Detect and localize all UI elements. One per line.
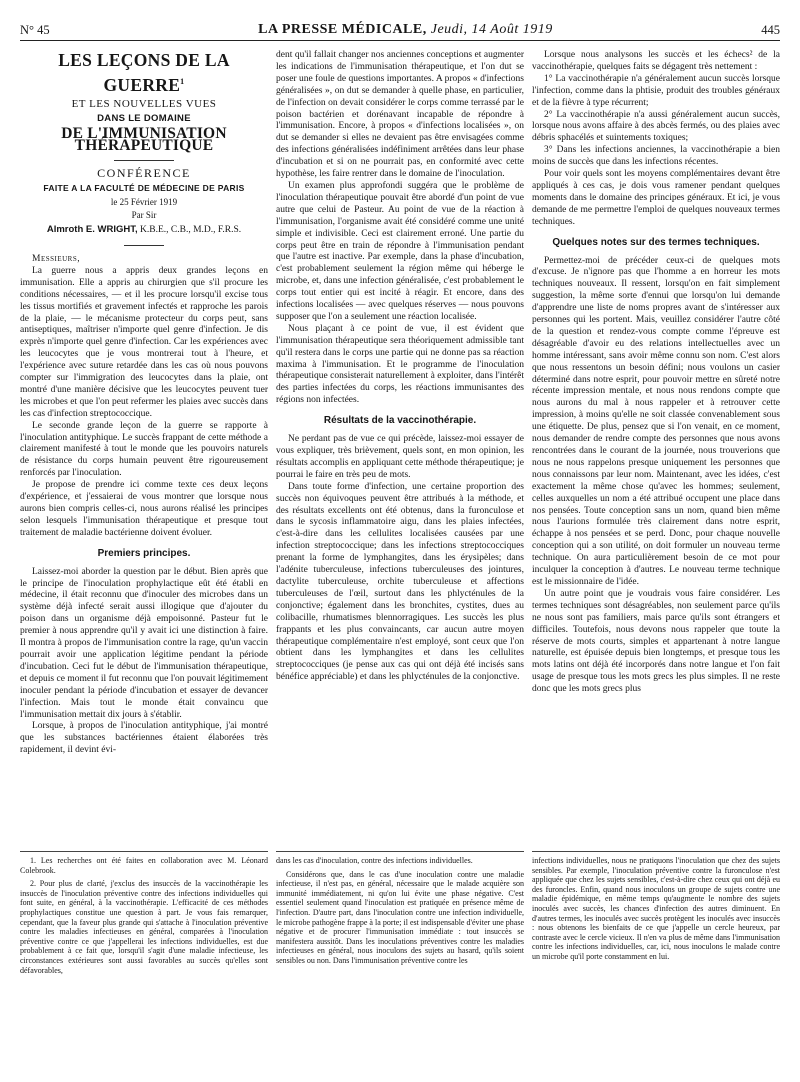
footnote-rule bbox=[20, 851, 268, 852]
footnote: Considérons que, dans le cas d'une inoculation contre une maladie infectieuse, il n'est pas, en général, nécessaire que le malade acquière son immunité immédiatement, ni qu'on lui évite une phase négative. C'est essentiel seulement quand l'inoculation est pratiquée en présence même de l'infection. D'autre part, dans l'inoculation contre une infection individuelle, le microbe pathogène frappe à la porte; il est indispensable d'éviter une phase négative et de procurer l'immunisation immédiate : tout insuccès se manifestera aussitôt. Dans les inoculations préventives contre les maladies infectieuses en général, nous inoculons des sujets au hasard, qu'ils soient sensibles ou non. Dans l'immunisation préventive contre les bbox=[276, 869, 524, 965]
title-divider-2 bbox=[124, 245, 164, 246]
issue-date: Jeudi, 14 Août 1919 bbox=[430, 22, 553, 37]
journal-name: LA PRESSE MÉDICALE, bbox=[258, 22, 427, 37]
paragraph: dent qu'il fallait changer nos anciennes conceptions et augmenter les indications de l'immunisation thérapeutique, et l'on dut se poser une foule de questions importantes. A propos « d'infections généralisées », on dut se demander à quelle phase, en particulier, de l'infection on devait considérer le corps comme terrassé par le poison bactérien et dorénavant incapable de répondre à l'immunisation. Encore, à propos « d'infections localisées », on dut se demander si elles ne devaient pas être envisagées comme des infections généralisées indéfiniment arrêtées dans leur phase d'incubation et si on ne pourrait pas, en conformité avec cette hypothèse, les faire rentrer dans le domaine de l'inoculation. bbox=[276, 50, 524, 180]
paragraph: Ne perdant pas de vue ce qui précède, laissez-moi essayer de vous expliquer, très brièvement, quels sont, en mon opinion, les résultats accomplis en appliquant cette méthode thérapeutique; je pourrai le faire en très peu de mots. bbox=[276, 434, 524, 480]
paragraph: Le seconde grande leçon de la guerre se rapporte à l'inoculation antityphique. Le succès frappant de cette méthode a clairement manifesté à tout le monde que les pouvoirs naturels de résistance du corps humain peuvent être rigoureusement renforcés par l'inoculation. bbox=[20, 420, 268, 479]
footnote: 1. Les recherches ont été faites en collaboration avec M. Léonard Colebrook. bbox=[20, 856, 268, 875]
footnote: infections individuelles, nous ne pratiquons l'inoculation que chez des sujets sensibles. Par exemple, l'inoculation préventive contre la furonculose n'est appliquée que chez les sujets sensibles, c'est-à-dire chez ceux qui ont déjà eu des furoncles. Enfin, quand nous inoculons un groupe de sujets contre une maladie épidémique, en même temps qu'augmente le nombre des sujets inoculés avec succès, les chances d'infection des autres diminuent. En d'autres termes, les inoculés avec succès protègent les inoculés avec insuccès : nous obtenons les bienfaits de ce que j'appelle un cercle heureux, par contraste avec le cercle vicieux. Il n'en va plus de même dans l'immunisation contre les infections individuelles, car, ici, nous inoculons le malade contre un microbe qu'il porte constamment en lui. bbox=[532, 856, 780, 961]
conference-date: le 25 Février 1919 bbox=[110, 197, 178, 208]
column-1 bbox=[20, 50, 268, 757]
paragraph: Laissez-moi aborder la question par le début. Bien après que le principe de l'inoculation prophylactique eût été établi en médecine, il était reconnu que d'inoculer des microbes dans un système déjà infecté serait aussi illogique que d'ajouter du poison dans un organisme déjà empoisonné. Pasteur fut le premier à nous apprendre qu'il y avait ici une distinction à faire. Il montra à propos de l'immunisation contre la rage, qu'un vaccin pourrait avoir une application légitime pendant la période d'incubation. Ceci fut le début de l'immunisation thérapeutique, et depuis ce moment il fut reconnu que l'on pouvait légitimement inoculer pendant la période d'incubation et essayer de devancer l'infection. Mais tout le monde était convaincu que l'immunisation mettait dix jours à s'établir. bbox=[20, 566, 268, 720]
page-number: 445 bbox=[761, 23, 780, 37]
section-heading: Quelques notes sur des termes techniques. bbox=[552, 236, 760, 248]
article-subtitle-2: DANS LE DOMAINE bbox=[97, 112, 191, 124]
title-divider bbox=[114, 160, 174, 161]
article-subtitle-1: ET LES NOUVELLES VUES bbox=[71, 97, 217, 110]
footnote: 2. Pour plus de clarté, j'exclus des insuccès de la vaccinothérapie les insuccès de l'inoculation préventive contre des infections individuelles qui font suite, en général, à la vaccinothérapie. L'efficacité de ces méthodes prophylactiques constitue une question à part. Je vous fais remarquer, cependant, que la faveur plus grande qui s'attache à l'inoculation préventive contre les maladies infectieuses en général, comparées à l'inoculation préventive contre ce que j'appellerai les infections individuelles, est due probablement à ce fait que, lorsqu'il s'agit d'une maladie infectieuse, les circonstances extérieures sont aussi favorables au succès qu'elles sont défavorables, bbox=[20, 879, 268, 975]
paragraph: Dans toute forme d'infection, une certaine proportion des succès non équivoques peuvent être attribués à la méthode, et des résultats excellents ont été obtenus, dans la furonculose et dans le sycosis inflammatoire aigu, dans les plaies infectées, c'est-à-dire dans les cellulites localisées causées par une infection streptococcique; dans les infections streptococciques prenant la forme de lymphangites, dans les érysipèles; dans l'adénite tuberculeuse, infections tuberculeuses des jointures, dactylite tuberculeuse, orchite tuberculeuse et affections tuberculeuses de l'œil, surtout dans les phlycténules de la conjonctive; également dans les bronchites, cystites, dues au colibacille, rhumatismes blennorragiques. Les succès les plus frappants et les plus convaincants, car aucun autre moyen thérapeutique complémentaire n'est employé, sont ceux que l'on obtient dans les lymphangites et dans les cellulites streptococciques (je pense aux cas qui ont déjà été incisés sans bénéfice appréciable) et dans les phlycténules de la conjonctive. bbox=[276, 481, 524, 683]
paragraph: Nous plaçant à ce point de vue, il est évident que l'immunisation thérapeutique sera théoriquement admissible tant qu'il restera dans le corps une partie qui ne donne pas sa réaction maxima à l'immunisation. Et le programme de l'inoculation thérapeutique consisterait naturellement à exploiter, dans l'intérêt des parties infectées du corps, les réactions immunisantes des régions non infectées. bbox=[276, 323, 524, 406]
column-2 bbox=[276, 50, 524, 684]
paragraph: Pour voir quels sont les moyens complémentaires devant être appliqués à ces cas, je dois vous ramener pendant quelques moments dans le domaine des principes généraux. Et ici, je vous demande de me permettre l'emploi de quelques nouveaux termes techniques. bbox=[532, 169, 780, 227]
conference-label: CONFÉRENCE bbox=[97, 166, 191, 181]
paragraph: Un autre point que je voudrais vous faire considérer. Les termes techniques sont désagréables, non seulement parce qu'ils ne nous sont pas familiers, mais parce qu'ils sont étrangers et difficiles. Toutefois, nous devons nous rappeler que toute la réserve de mots courts, simples et appartenant à notre langue naturelle, est épuisée depuis bien longtemps, et presque tous les mots latins ont déjà été incorporés dans notre langue et l'on fait usage de presque tous les mots grecs les plus simples. Il ne reste donc que les mots grecs plus bbox=[532, 588, 780, 695]
footnotes-column-2 bbox=[276, 856, 524, 970]
faculty-line: FAITE A LA FACULTÉ DE MÉDECINE DE PARIS bbox=[43, 183, 245, 194]
article-subtitle-3: DE L'IMMUNISATION THÉRAPEUTIQUE bbox=[61, 124, 227, 154]
section-heading: Premiers principes. bbox=[97, 547, 191, 559]
footnote: dans les cas d'inoculation, contre des infections individuelles. bbox=[276, 856, 473, 865]
paragraph: Je propose de prendre ici comme texte ces deux leçons d'expérience, et j'essaierai de vous montrer que lorsque nous aurons bien compris celles-ci, nous aurons réalisé les principes selon lesquels l'immunisation thérapeutique et presque tout traitement de maladie bactérienne doivent évoluer. bbox=[20, 480, 268, 538]
footnotes-column-1 bbox=[20, 856, 268, 979]
author-line bbox=[20, 224, 268, 237]
paragraph: Permettez-moi de précéder ceux-ci de quelques mots d'excuse. Je n'ignore pas que l'homme a en horreur les mots techniques nouveaux. Il ressent, lorsqu'on en fait simplement suggestion, la même sorte d'ennui que lorsqu'on lui demande d'apprendre une liste de noms propres avant de s'intéresser aux personnes qui les portent. Mais, veuillez considérer l'autre côté de la question et rendez-vous compte comme l'épreuve est désagréable d'avoir eu des relations intellectuelles avec un homme intéressant, sans avoir même connu son nom. C'est alors que nous ressentons un besoin défini; nous voulons un casier déterminé dans notre esprit, pour pouvoir mettre en sûreté notre récente impression mentale, et nous nous rendons compte que nous aurons du mal à nous rappeler et à retrouver cette impression, à moins qu'elle ne soit classée convenablement sous une étiquette. De plus, pensez que si l'on venait, en ce moment, nous demander de rendre compte des personnes que nous avons rencontrées dans le courant de la journée, nous trouverions que nous ne nous rappelons presque uniquement les personnes que nous connaissons par leur nom. Maintenant, avec les idées, c'est exactement la même chose qu'avec les hommes; seulement, celles auxquelles un nom a été attribué occupent une place dans nos pensées. Toute conception sans un nom, quand bien même nous l'aurions formulée très clairement dans notre esprit, échappe à nos pensées et se perd. Donc, pour chaque nouvelle conception qui a son utilité, on doit formuler un nouveau terme technique. On aura particulièrement besoin de ce mot pour inculquer la conception à d'autres. Le nouveau terme technique est le missionnaire de l'idée. bbox=[532, 255, 780, 587]
paragraph: 1° La vaccinothérapie n'a généralement aucun succès lorsque l'infection, comme dans la phtisie, produit des troubles généraux et de la fièvre à type récurrent; bbox=[532, 73, 780, 108]
footnote-rule bbox=[276, 851, 524, 852]
paragraph: Un examen plus approfondi suggéra que le problème de l'inoculation thérapeutique pouvait être abordé d'un point de vue autre que celui de Pasteur. Au point de vue de la réaction à l'immunisation, l'organisme avait été considéré comme une unité simple et indivisible. Ceci est clairement erroné. Une partie du corps peut être en train de répondre à l'immunisation pendant que l'autre est inactive. Par exemple, dans la phase d'incubation, c'est probablement seulement la région même qui héberge le microbe, et, dans une infection généralisée, c'est probablement le corps tout entier qui est incité à réagir. Et encore, dans des infections localisées — avec quelques réserves — nous pouvons supposer que l'on a seulement une réaction localisée. bbox=[276, 180, 524, 322]
salutation: Messieurs, bbox=[32, 253, 81, 264]
footnote-rule bbox=[532, 851, 780, 852]
paragraph: Lorsque nous analysons les succès et les échecs² de la vaccinothérapie, quelques faits se dégagent très nettement : bbox=[532, 50, 780, 72]
by-line: Par Sir bbox=[131, 210, 157, 221]
footnotes-column-3 bbox=[532, 856, 780, 966]
article-title-block bbox=[20, 50, 268, 246]
running-header bbox=[20, 16, 780, 41]
journal-title-line bbox=[258, 22, 553, 38]
paragraph: Lorsque, à propos de l'inoculation antityphique, j'ai montré que les substances bactériennes étaient élaborées très rapidement, il devint évi- bbox=[20, 721, 268, 756]
paragraph: 2° La vaccinothérapie n'a aussi généralement aucun succès, lorsque nous avons affaire à des abcès fermés, ou des plaies avec débris sphacélés et suintements toxiques; bbox=[532, 109, 780, 144]
author-titles: K.B.E., C.B., M.D., F.R.S. bbox=[140, 225, 242, 236]
author-name: Almroth E. WRIGHT, bbox=[46, 224, 138, 236]
article-title: LES LEÇONS DE LA GUERRE$^1$ bbox=[58, 50, 230, 95]
column-3 bbox=[532, 50, 780, 696]
paragraph: La guerre nous a appris deux grandes leçons en immunisation. Elle a appris au chirurgien que s'il procure les conditions nécessaires, — et il les procure lorsqu'il excise tous les tissus mortifiés et gravement infectés et rapproche les parois de la plaie, — le mécanisme protecteur du corps peut, sans antiseptiques, maîtriser n'importe quel genre d'infection. Je dis exprès n'importe quel genre d'infection. Car les expériences avec les leucocytes que je vous montrerai tout à l'heure, et l'expérience avec suture retardée dans les cas où nous pouvons compter sur l'immigration des leucocytes dans la plaie, ont montré d'une manière décisive que les leucocytes peuvent tuer les microbes et que l'on peut refermer les plaies avec succès dans les cas d'infection streptococcique. bbox=[20, 265, 268, 419]
paragraph: 3° Dans les infections anciennes, la vaccinothérapie a bien moins de succès que dans les infections récentes. bbox=[532, 145, 780, 168]
issue-number: N° 45 bbox=[20, 23, 50, 37]
section-heading: Résultats de la vaccinothérapie. bbox=[323, 415, 477, 427]
